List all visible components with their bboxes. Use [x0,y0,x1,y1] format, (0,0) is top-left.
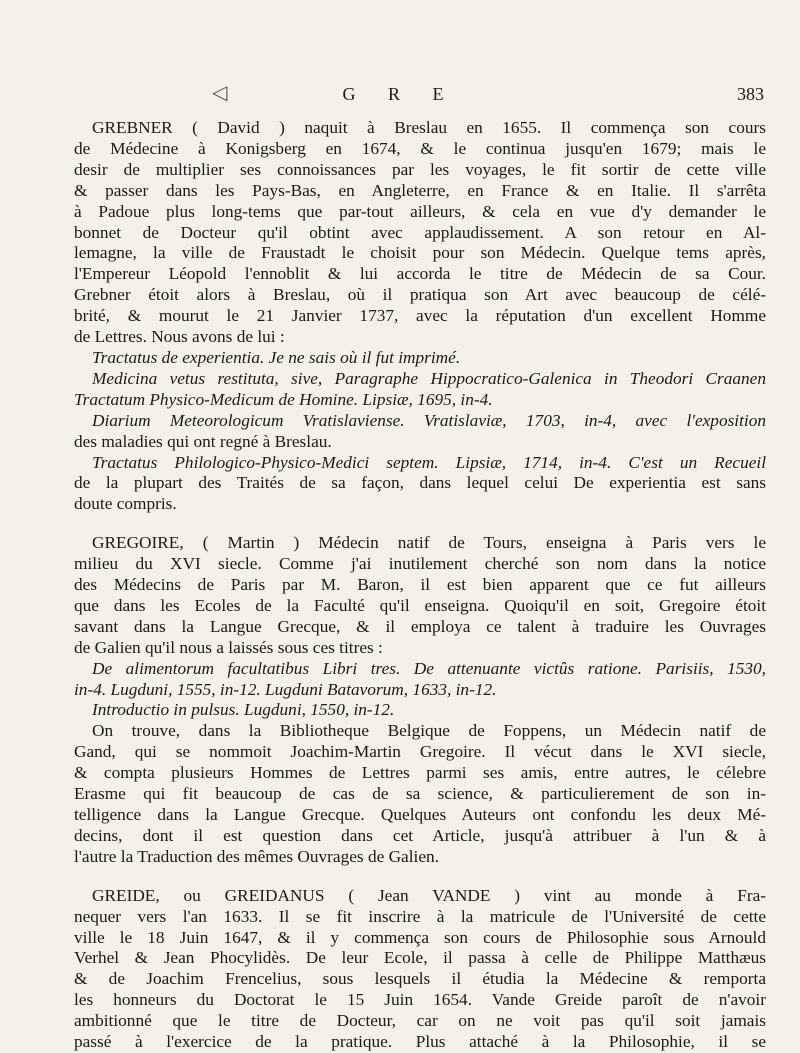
text-line: les honneurs du Doctorat le 15 Juin 1654. Vande Greide paroît de n'avoir [74,990,766,1010]
running-title: G R E [342,84,458,104]
biblio-line: de la plupart des Traités de sa façon, dans lequel celui De experientia est sans [74,473,766,493]
text-line: & de Joachim Frencelius, sous lesquels il étudia la Médecine & remporta [74,969,766,989]
text-line: GREGOIRE, ( Martin ) Médecin natif de Tours, enseigna à Paris vers le [92,533,766,553]
text-line: Erasme qui fit beaucoup de cas de sa science, & particulierement de son in- [74,784,766,804]
biblio-line: Diarium Meteorologicum Vratislaviense. Vratislaviæ, 1703, in-4, avec l'exposition [92,410,766,430]
text-line: à Padoue plus long-tems que par-tout ailleurs, & cela en vue d'y demander le [74,201,766,221]
text-line: de Médecine à Konigsberg en 1674, & le continua jusqu'en 1679; mais le [74,138,766,158]
text-line: que dans les Ecoles de la Faculté qu'il enseigna. Quoiqu'il en soit, Gregoire étoit [74,595,766,615]
biblio-line: Tractatum Physico-Medicum de Homine. Lipsiæ, 1695, in-4. [74,389,493,409]
text-line: ville le 18 Juin 1647, & il y commença son cours de Philosophie sous Arnould [74,927,766,947]
biblio-line: Tractatus Philologico-Physico-Medici septem. Lipsiæ, 1714, in-4. C'est un Recueil [92,452,766,472]
text-line: nequer vers l'an 1633. Il se fit inscrire à la matricule de l'Université de cette [74,906,766,926]
text-line: de Lettres. Nous avons de lui : [74,327,285,347]
text-line: ambitionné que le titre de Docteur, car on ne voit pas qu'il soit jamais [74,1011,766,1031]
text-line: & compta plusieurs Hommes de Lettres parmi ses amis, entre autres, le célebre [74,763,766,783]
biblio-line: De alimentorum facultatibus Libri tres. De attenuante victûs ratione. Parisiis, 1530, [92,658,766,678]
entry-greide [74,886,766,1053]
biblio-line: doute compris. [74,494,177,514]
text-line: GREIDE, ou GREIDANUS ( Jean VANDE ) vint au monde à Fra- [92,885,766,905]
text-line: & passer dans les Pays-Bas, en Angleterre, en France & en Italie. Il s'arrêta [74,180,766,200]
entry-gregoire [74,533,766,868]
text-line: des Médecins de Paris par M. Baron, il est bien apparent que ce fut ailleurs [74,575,766,595]
text-line: Verhel & Jean Phocylidès. De leur Ecole, il passa à celle de Philippe Matthæus [74,948,766,968]
entry-gap [74,868,766,886]
entry-grebner [74,118,766,515]
text-line: bonnet de Docteur qu'il obtint avec applaudissement. A son retour en Al- [74,222,766,242]
text-line: passé à l'exercice de la pratique. Plus attaché à la Philosophie, il se [74,1032,766,1052]
text-line: l'Empereur Léopold l'ennoblit & lui accorda le titre de Médecin de sa Cour. [74,264,766,284]
biblio-line: des maladies qui ont regné à Breslau. [74,431,332,451]
text-line: brité, & mourut le 21 Janvier 1737, avec la réputation d'un excellent Homme [74,306,766,326]
text-line: decins, dont il est question dans cet Article, jusqu'à attribuer à l'un & à [74,825,766,845]
biblio-line: Introductio in pulsus. Lugduni, 1550, in-12. [92,700,395,720]
text-line: Grebner étoit alors à Breslau, où il pratiqua son Art avec beaucoup de célé- [74,285,766,305]
text-line: desir de multiplier ses connoissances par les voyages, le fit sortir de cette ville [74,159,766,179]
text-line: telligence dans la Langue Grecque. Quelques Auteurs ont confondu les deux Mé- [74,805,766,824]
text-line: milieu du XVI siecle. Comme j'ai inutilement cherché son nom dans la notice [74,554,766,574]
text-line: lemagne, la ville de Fraustadt le choisit pour son Médecin. Quelque tems après, [74,243,766,263]
text-line: GREBNER ( David ) naquit à Breslau en 1655. Il commença son cours [92,118,766,137]
entry-gap [74,515,766,533]
page-number: 383 [737,84,764,104]
text-line: l'autre la Traduction des mêmes Ouvrages de Galien. [74,846,439,866]
body-text [74,118,766,1053]
running-header [0,82,800,110]
text-line: de Galien qu'il nous a laissés sous ces titres : [74,637,383,657]
biblio-line: in-4. Lugduni, 1555, in-12. Lugduni Batavorum, 1633, in-12. [74,679,497,699]
margin-mark: ◁ [212,82,228,104]
text-line: savant dans la Langue Grecque, & il employa ce talent à traduire les Ouvrages [74,616,766,636]
biblio-line: Medicina vetus restituta, sive, Paragraphe Hippocratico-Galenica in Theodori Craanen [92,368,766,388]
text-line: Gand, qui se nommoit Joachim-Martin Gregoire. Il vécut dans le XVI siecle, [74,742,766,762]
biblio-line: Tractatus de experientia. Je ne sais où il fut imprimé. [92,347,461,367]
text-line: On trouve, dans la Bibliotheque Belgique de Foppens, un Médecin natif de [92,721,766,741]
